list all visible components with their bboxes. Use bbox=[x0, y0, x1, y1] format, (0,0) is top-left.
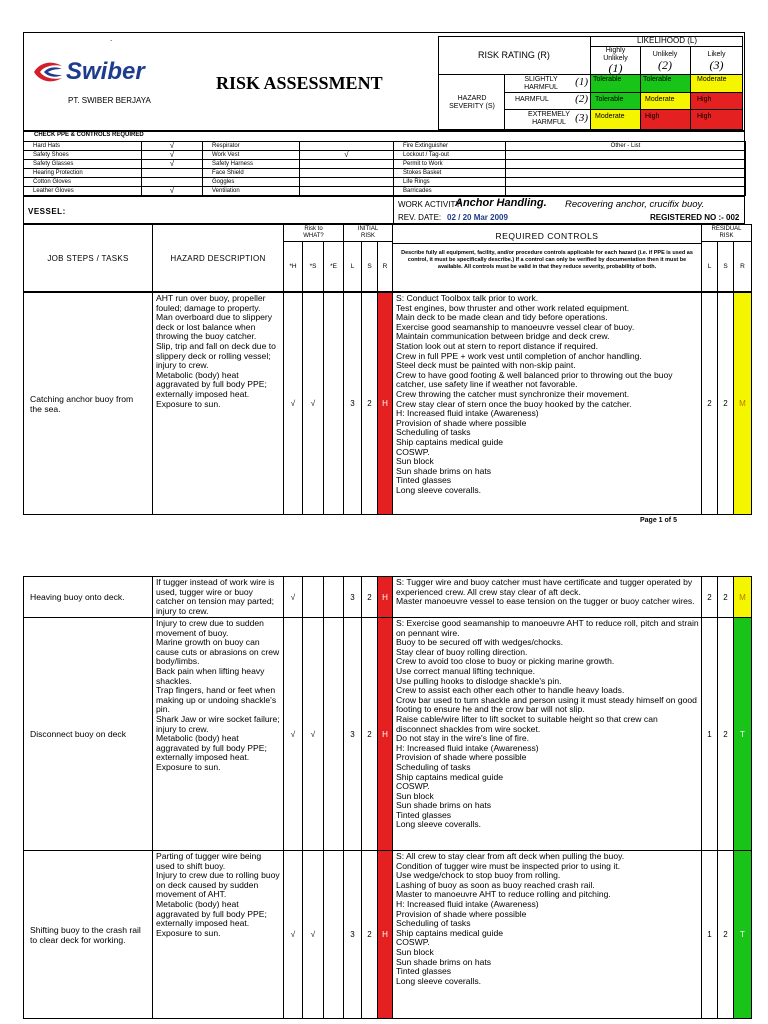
likelihood-label: LIKELIHOOD (L) bbox=[590, 36, 743, 47]
col-s-header: S bbox=[717, 241, 734, 292]
ppe-check: √ bbox=[141, 159, 203, 169]
hazard-cell: Parting of tugger wire being used to shift buoy. Injury to crew due to rolling buoy on deck caused by sudden movement of AHT. Metabolic (body) heat aggravated by full body PPE; externally imposed heat. Exposure to sun. bbox=[152, 850, 284, 1019]
severity-label: EXTREMELY HARMFUL bbox=[528, 111, 570, 126]
hazard-cell: AHT run over buoy, propeller fouled; damage to property. Man overboard due to slippery deck or lost balance when throwing the buoy catcher. Slip, trip and fall on deck due to slippery deck or rolling vessel; injury to crew. Metabolic (body) heat aggravated by full body PPE; externally imposed heat. Exposure to sun. bbox=[152, 292, 284, 515]
risk-h-cell: √ bbox=[283, 850, 303, 1019]
rating-cell: Moderate bbox=[640, 92, 691, 110]
ppe-item: Hard Hats bbox=[23, 141, 142, 151]
severity-num: (1) bbox=[575, 76, 588, 88]
rev-date-label: REV. DATE: bbox=[398, 213, 442, 222]
residual-l-cell: 2 bbox=[701, 292, 718, 515]
vessel-label: VESSEL: bbox=[28, 207, 66, 216]
risk-h-cell: √ bbox=[283, 292, 303, 515]
col-h-header: *H bbox=[283, 241, 303, 292]
ppe-item: Permit to Work bbox=[393, 159, 506, 169]
risk-e-cell bbox=[323, 292, 344, 515]
rating-cell: Moderate bbox=[690, 74, 743, 93]
risk-e-cell bbox=[323, 576, 344, 618]
risk-e-cell bbox=[323, 850, 344, 1019]
initial-risk-rating: H bbox=[377, 617, 393, 851]
company-name: Swiber bbox=[66, 58, 145, 85]
ppe-item: Lockout / Tag-out bbox=[393, 150, 506, 160]
residual-l-cell: 2 bbox=[701, 576, 718, 618]
risk-l-cell: 3 bbox=[343, 617, 362, 851]
rev-date-value: 02 / 20 Mar 2009 bbox=[447, 213, 508, 222]
task-cell: Shifting buoy to the crash rail to clear deck for working. bbox=[23, 850, 153, 1019]
risk-s-cell: √ bbox=[302, 292, 324, 515]
ppe-item: Fire Extinguisher bbox=[393, 141, 506, 151]
residual-risk-header: RESIDUAL RISK bbox=[701, 224, 752, 242]
severity-num: (3) bbox=[575, 112, 588, 124]
controls-cell: S: Conduct Toolbox talk prior to work. Test engines, bow thruster and other work related equipment. Main deck to be made clean and tidy before operations. Exercise good seamanship to manoeuvre vessel clear of buoy. Maintain communication between bridge and deck crew. Station look out at stern to report distance if required. Crew in full PPE + work vest until completion of anchor handling. Steel deck must be painted with non-skip paint. Crew to have good footing & well balanced prior to throwing out the buoy catcher, use safety line if weather not favorable. Crew throwing the catcher must synchronize their movement. Crew stay clear of stern once the buoy hooked by the catcher. H: Increased fluid intake (Awareness) Provision of shade where possible Scheduling of tasks Ship captains medical guide COSWP. Sun block Sun shade brims on hats Tinted glasses Long sleeve coveralls. bbox=[392, 292, 702, 515]
ppe-check bbox=[299, 186, 394, 196]
controls-cell: S: Exercise good seamanship to manoeuvre AHT to reduce roll, pitch and strain on pennant wire. Buoy to be secured off with wedges/chocks. Stay clear of buoy rolling direction. Crew to avoid too close to buoy or picking marine growth. Use correct manual lifting technique. Use pulling hooks to dislodge shackle's pin. Crew to assist each other each other to handle heavy loads. Crow bar used to turn shackle and person using it must steady himself on good footing to ensure he and the crow bar will not slip. Raise cable/wire lifter to lift socket to suitable height so that crew can disconnect shackles from wire socket. Do not stay in the wire's line of fire. H: Increased fluid intake (Awareness) Provision of shade where possible Scheduling of tasks Ship captains medical guide COSWP. Sun block Sun shade brims on hats Tinted glasses Long sleeve coveralls. bbox=[392, 617, 702, 851]
risk-h-cell: √ bbox=[283, 576, 303, 618]
risk-h-cell: √ bbox=[283, 617, 303, 851]
risk-l-cell: 3 bbox=[343, 292, 362, 515]
residual-s-cell: 2 bbox=[717, 292, 734, 515]
likelihood-col-label: Unlikely bbox=[652, 51, 678, 58]
ppe-item: Life Rings bbox=[393, 177, 506, 187]
task-cell: Disconnect buoy on deck bbox=[23, 617, 153, 851]
initial-risk-rating: H bbox=[377, 850, 393, 1019]
ppe-item: Leather Gloves bbox=[23, 186, 142, 196]
risk-sv-cell: 2 bbox=[361, 850, 378, 1019]
hazard-description-header: HAZARD DESCRIPTION bbox=[152, 224, 284, 292]
col-l-header: L bbox=[701, 241, 718, 292]
risk-l-cell: 3 bbox=[343, 850, 362, 1019]
likelihood-col-label: Likely bbox=[707, 51, 726, 58]
controls-cell: S: All crew to stay clear from aft deck when pulling the buoy. Condition of tugger wire must be inspected prior to using it. Use wedge/chock to stop buoy from rolling. Lashing of buoy as soon as buoy reached crash rail. Master to manoeuvre AHT to reduce rolling and pitching. H: Increased fluid intake (Awareness) Provision of shade where possible Scheduling of tasks Ship captains medical guide COSWP. Sun block Sun shade brims on hats Tinted glasses Long sleeve coveralls. bbox=[392, 850, 702, 1019]
col-r-header: R bbox=[377, 241, 393, 292]
likelihood-col-num: (3) bbox=[709, 58, 724, 72]
ppe-item: Hearing Protection bbox=[23, 168, 142, 178]
risk-e-cell bbox=[323, 617, 344, 851]
col-e-header: *E bbox=[323, 241, 344, 292]
residual-risk-rating: T bbox=[733, 617, 752, 851]
initial-risk-rating: H bbox=[377, 576, 393, 618]
col-r-header: R bbox=[733, 241, 752, 292]
work-activity-label: WORK ACTIVITY: bbox=[398, 200, 463, 209]
risk-to-header: Risk to WHAT? bbox=[283, 224, 344, 242]
rating-cell: High bbox=[690, 92, 743, 110]
job-steps-header: JOB STEPS / TASKS bbox=[23, 224, 153, 292]
ppe-check: √ bbox=[141, 141, 203, 151]
risk-rating-title: RISK RATING (R) bbox=[478, 50, 550, 60]
rating-cell: Moderate bbox=[590, 109, 641, 130]
risk-s-cell bbox=[302, 576, 324, 618]
residual-s-cell: 2 bbox=[717, 576, 734, 618]
company-subtitle: PT. SWIBER BERJAYA bbox=[68, 96, 151, 105]
residual-risk-rating: M bbox=[733, 576, 752, 618]
rating-cell: Tolerable bbox=[590, 74, 641, 93]
ppe-item: Barricades bbox=[393, 186, 506, 196]
work-activity-value: Anchor Handling. bbox=[455, 197, 547, 209]
work-activity-detail: Recovering anchor, crucifix buoy. bbox=[565, 199, 705, 210]
ppe-header: CHECK PPE & CONTROLS REQUIRED bbox=[34, 132, 144, 138]
ppe-item: Face Shield bbox=[202, 168, 300, 178]
ppe-item: Cotton Gloves bbox=[23, 177, 142, 187]
ppe-item: Stokes Basket bbox=[393, 168, 506, 178]
registered-no: REGISTERED NO :- 002 bbox=[650, 213, 740, 222]
col-l-header: L bbox=[343, 241, 362, 292]
required-controls-note: Describe fully all equipment, facility, and/or procedure controls applicable for each hazard (i.e. if PPE is used as control, it must be specifically describe.) If a control can only be verified by documentation then it must be available. All controls must be valid in that they reduce severity, probability of both. bbox=[392, 243, 702, 292]
residual-s-cell: 2 bbox=[717, 617, 734, 851]
rating-cell: Tolerable bbox=[590, 92, 641, 110]
residual-l-cell: 1 bbox=[701, 850, 718, 1019]
ppe-item: Safety Harness bbox=[202, 159, 300, 169]
residual-l-cell: 1 bbox=[701, 617, 718, 851]
likelihood-col-label: Highly Unlikely bbox=[603, 47, 628, 62]
risk-s-cell: √ bbox=[302, 617, 324, 851]
ppe-item: Safety Shoes bbox=[23, 150, 142, 160]
hazard-cell: If tugger instead of work wire is used, tugger wire or buoy catcher on tension may parted; injury to crew. bbox=[152, 576, 284, 618]
risk-s-cell: √ bbox=[302, 850, 324, 1019]
ppe-item: Ventilation bbox=[202, 186, 300, 196]
rating-cell: High bbox=[690, 109, 743, 130]
ppe-check: √ bbox=[141, 150, 203, 160]
required-controls-header: REQUIRED CONTROLS bbox=[392, 224, 702, 244]
controls-cell: S: Tugger wire and buoy catcher must have certificate and tugger operated by experienced crew. All crew stay clear of aft deck. Master manoeuvre vessel to ease tension on the tugger or buoy catcher wires. bbox=[392, 576, 702, 618]
risk-sv-cell: 2 bbox=[361, 617, 378, 851]
page-number: Page 1 of 5 bbox=[640, 517, 677, 524]
initial-risk-header: INITIAL RISK bbox=[343, 224, 393, 242]
rating-cell: Tolerable bbox=[640, 74, 691, 93]
likelihood-col-num: (1) bbox=[608, 61, 623, 74]
severity-label: HARMFUL bbox=[515, 96, 549, 103]
col-s-header: *S bbox=[302, 241, 324, 292]
ppe-check: √ bbox=[299, 150, 394, 160]
ppe-item: Safety Glasses bbox=[23, 159, 142, 169]
ppe-item bbox=[505, 186, 746, 196]
task-cell: Heaving buoy onto deck. bbox=[23, 576, 153, 618]
initial-risk-rating: H bbox=[377, 292, 393, 515]
hazard-cell: Injury to crew due to sudden movement of buoy. Marine growth on buoy can cause cuts or abrasions on crew body/limbs. Back pain when lifting heavy shackles. Trap fingers, hand or feet when making up or undoing shackle's pin. Shark Jaw or wire socket failure; injury to crew. Metabolic (body) heat aggravated by full body PPE; externally imposed heat. Exposure to sun. bbox=[152, 617, 284, 851]
ppe-item: Goggles bbox=[202, 177, 300, 187]
risk-l-cell: 3 bbox=[343, 576, 362, 618]
task-cell: Catching anchor buoy from the sea. bbox=[23, 292, 153, 515]
ppe-check: √ bbox=[141, 186, 203, 196]
severity-num: (2) bbox=[575, 93, 588, 105]
residual-risk-rating: T bbox=[733, 850, 752, 1019]
severity-label: SLIGHTLY HARMFUL bbox=[524, 76, 558, 91]
residual-s-cell: 2 bbox=[717, 850, 734, 1019]
logo-dot: . bbox=[110, 34, 113, 43]
col-sv-header: S bbox=[361, 241, 378, 292]
ppe-item: Other - List bbox=[505, 141, 746, 151]
hazard-severity-label: HAZARD SEVERITY (S) bbox=[449, 94, 495, 110]
document-title: RISK ASSESSMENT bbox=[216, 73, 383, 93]
residual-risk-rating: M bbox=[733, 292, 752, 515]
company-logo bbox=[30, 52, 180, 92]
ppe-item: Work Vest bbox=[202, 150, 300, 160]
likelihood-col-num: (2) bbox=[658, 58, 672, 72]
risk-sv-cell: 2 bbox=[361, 576, 378, 618]
ppe-item: Respirator bbox=[202, 141, 300, 151]
risk-sv-cell: 2 bbox=[361, 292, 378, 515]
rating-cell: High bbox=[640, 109, 691, 130]
